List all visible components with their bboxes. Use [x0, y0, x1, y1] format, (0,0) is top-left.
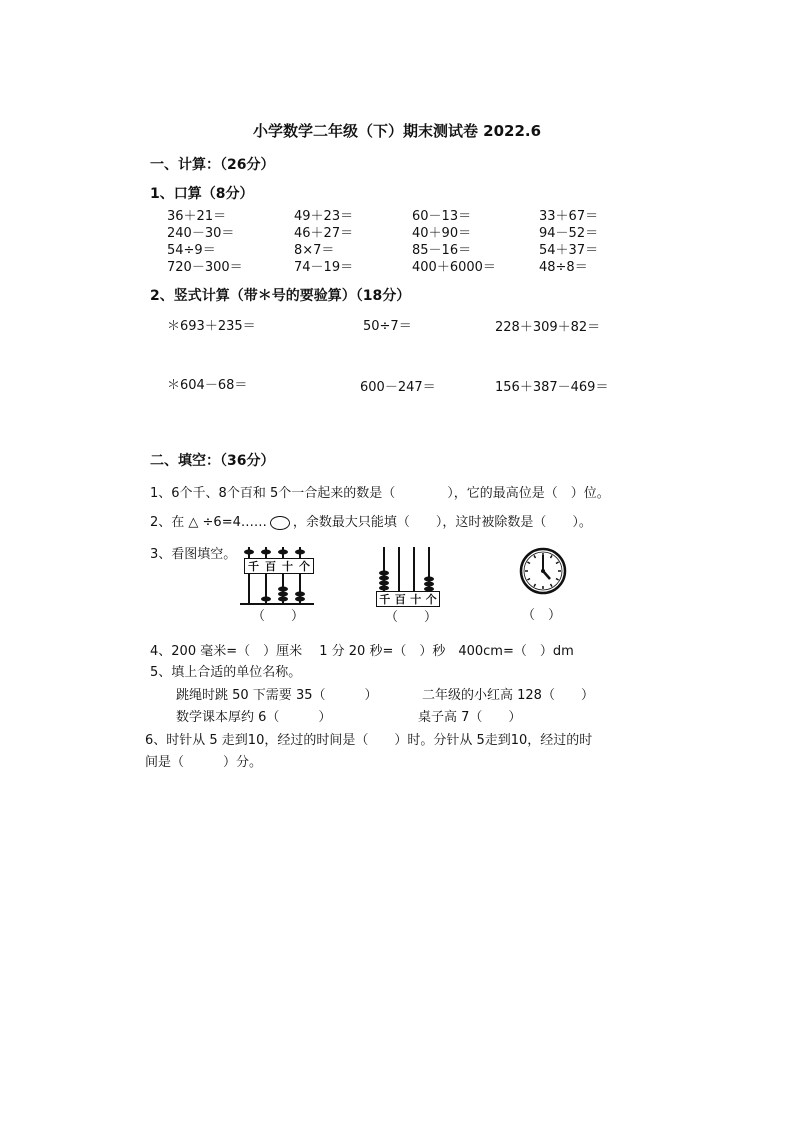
- abacus-2-label-bar: [376, 591, 440, 607]
- abacus-label: 百: [265, 560, 276, 573]
- oral-item: 40＋90＝: [412, 226, 472, 241]
- abacus-label: 个: [425, 593, 437, 606]
- question-6-line-2: 间是（ ）分。: [145, 755, 263, 770]
- oral-item: 8×7＝: [294, 243, 335, 258]
- oral-item: 85－16＝: [412, 243, 472, 258]
- oral-item: 36＋21＝: [167, 209, 227, 224]
- section2-heading: 二、填空：（36分）: [150, 453, 275, 469]
- oral-item: 94－52＝: [539, 226, 599, 241]
- oval-shape: [270, 516, 290, 530]
- oral-item: 54＋37＝: [539, 243, 599, 258]
- vertical-item: 600－247＝: [360, 380, 436, 395]
- abacus-1-label-bar: [244, 558, 314, 574]
- vertical-item: 156＋387－469＝: [495, 380, 609, 395]
- vertical-item: ＊604－68＝: [167, 378, 248, 393]
- vertical-item: ＊693＋235＝: [167, 319, 256, 334]
- abacus-2-answer: （ ）: [385, 610, 438, 625]
- question-5-item: 跳绳时跳 50 下需要 35（ ）: [176, 688, 378, 703]
- abacus-label: 个: [299, 560, 310, 573]
- oral-item: 49＋23＝: [294, 209, 354, 224]
- question-2-prefix: 2、在 △ ÷6=4……: [150, 515, 267, 530]
- question-4: 4、200 毫米=（ ）厘米 1 分 20 秒=（ ）秒 400cm=（ ）dm: [150, 644, 574, 659]
- oral-item: 33＋67＝: [539, 209, 599, 224]
- question-3: 3、看图填空。: [150, 547, 237, 562]
- abacus-label: 十: [282, 560, 293, 573]
- oral-item: 240－30＝: [167, 226, 235, 241]
- question-5-item: 数学课本厚约 6（ ）: [176, 710, 332, 725]
- abacus-1: [238, 543, 318, 607]
- question-1: 1、6个千、8个百和 5个一合起来的数是（ ），它的最高位是（ ）位。: [150, 486, 610, 501]
- oral-item: 400＋6000＝: [412, 260, 496, 275]
- abacus-label: 千: [379, 593, 391, 606]
- question-5-item: 二年级的小红高 128（ ）: [422, 688, 594, 703]
- oral-item: 74－19＝: [294, 260, 354, 275]
- clock-icon: [519, 545, 567, 597]
- oral-item: 54÷9＝: [167, 243, 216, 258]
- oral-heading: 1、口算（8分）: [150, 186, 254, 202]
- vertical-item: 228＋309＋82＝: [495, 320, 601, 335]
- section1-heading: 一、计算：（26分）: [150, 157, 275, 173]
- clock-answer: （ ）: [522, 608, 562, 623]
- question-5: 5、填上合适的单位名称。: [150, 665, 302, 680]
- abacus-label: 百: [394, 593, 406, 606]
- oral-item: 720－300＝: [167, 260, 243, 275]
- oral-item: 48÷8＝: [539, 260, 588, 275]
- oral-item: 60－13＝: [412, 209, 472, 224]
- question-2: [150, 511, 592, 530]
- question-2-suffix: ，余数最大只能填（ ），这时被除数是（ ）。: [292, 515, 592, 530]
- abacus-label: 千: [248, 560, 259, 573]
- oral-item: 46＋27＝: [294, 226, 354, 241]
- abacus-1-answer: （ ）: [252, 609, 305, 624]
- vertical-item: 50÷7＝: [363, 319, 412, 334]
- question-6-line-1: 6、时针从 5 走到10，经过的时间是（ ）时。分针从 5走到10，经过的时: [145, 733, 593, 748]
- vertical-heading: 2、竖式计算（带＊号的要验算）（18分）: [150, 288, 411, 304]
- abacus-label: 十: [410, 593, 422, 606]
- page-title: 小学数学二年级（下）期末测试卷 2022.6: [252, 122, 542, 140]
- question-5-item: 桌子高 7（ ）: [418, 710, 522, 725]
